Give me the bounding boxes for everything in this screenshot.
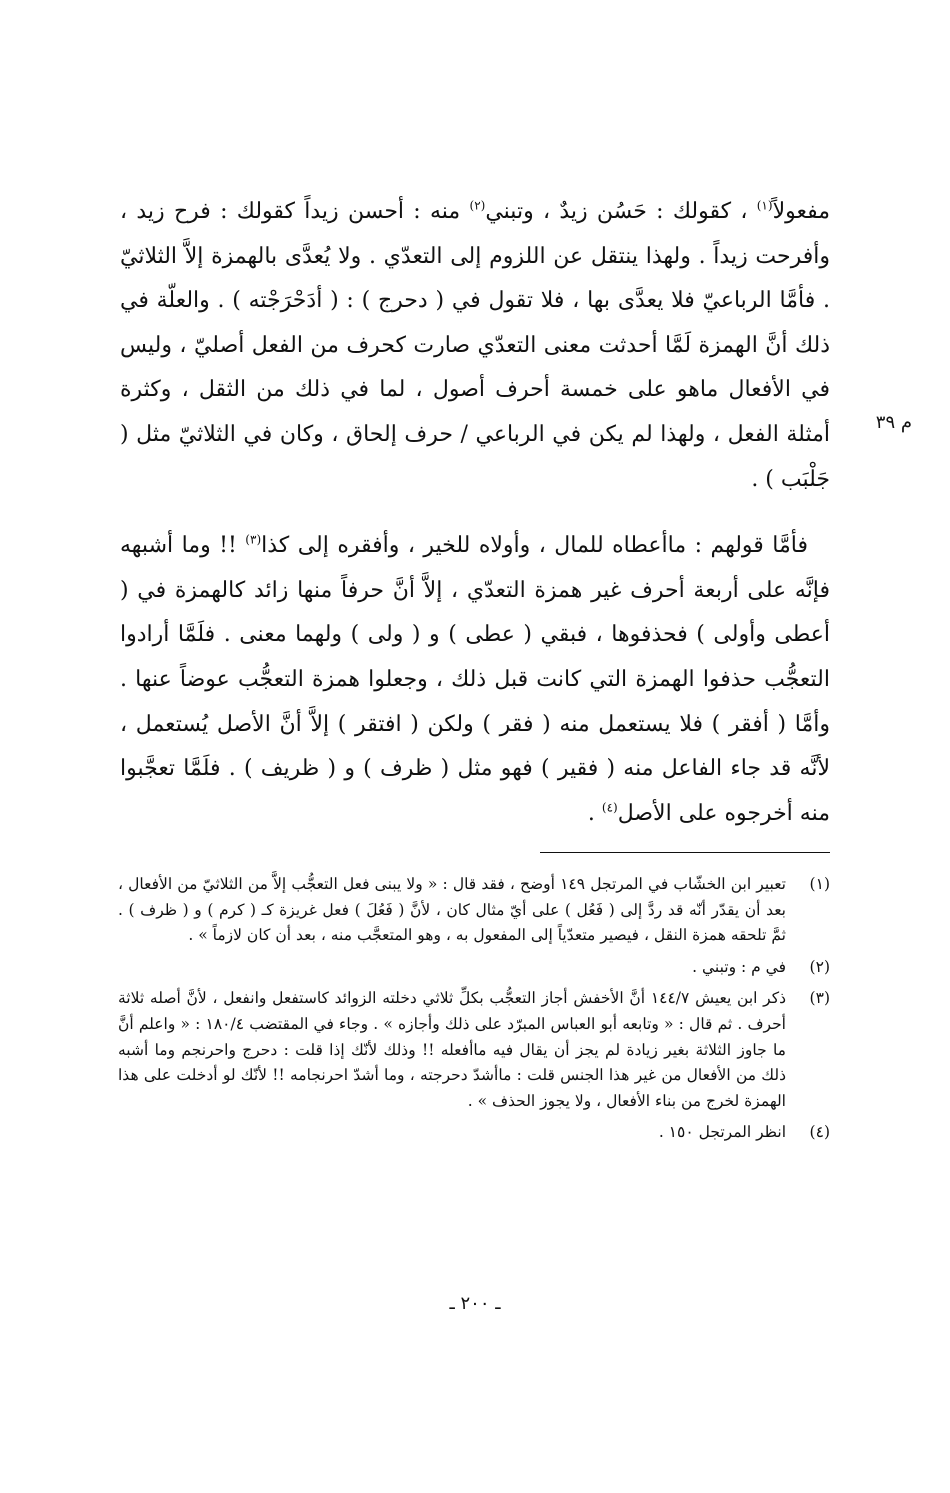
footnote-text: تعبير ابن الخشّاب في المرتجل ١٤٩ أوضح ، فقد قال : « ولا يبنى فعل التعجُّب إلاَّ من الثلاثيّ من الأفعال ، بعد أن يقدّر أنّه قد ردَّ إلى ( فَعُل ) على أيّ مثال كان ، لأنَّ ( فَعُلَ ) فعل غريزة كـ ( كرم ) و ( ظرف ) . ثمَّ تلحقه همزة النقل ، فيصير متعدّياً إلى المفعول به ، وهو المتعجَّب منه ، بعد أن كان لازماً » . xyxy=(118,875,786,945)
paragraph-1 xyxy=(120,190,830,502)
footnote-ref-3[interactable]: (٣) xyxy=(245,532,262,547)
footnote-item xyxy=(118,1120,830,1146)
footnote-number: (٢) xyxy=(809,957,830,976)
paragraph-2 xyxy=(120,524,830,836)
footnote-text: انظر المرتجل ١٥٠ . xyxy=(658,1123,786,1142)
footnote-number: (١) xyxy=(809,875,830,893)
paragraph-2-text-c: . xyxy=(587,800,602,826)
footnote-ref-4[interactable]: (٤) xyxy=(601,800,618,815)
paragraph-2-text-a: فأمَّا قولهم : ماأعطاه للمال ، وأولاه للخير ، وأفقره إلى كذا xyxy=(261,533,808,559)
footnote-item xyxy=(118,986,830,1114)
page-number: ـ ٢٠٠ ـ xyxy=(449,1293,501,1314)
paragraph-1-text-a: مفعولاً xyxy=(772,199,831,224)
footnote-ref-1[interactable]: (١) xyxy=(756,198,773,213)
footnote-number: (٤) xyxy=(809,1123,830,1142)
paragraph-gap xyxy=(120,502,830,524)
margin-reference: م ٣٩ xyxy=(875,412,912,433)
paragraph-1-text-b: ، كقولك : حَسُن زيدٌ ، وتبني xyxy=(485,199,757,224)
footnote-item xyxy=(118,955,830,981)
footnotes xyxy=(118,872,830,1152)
paragraph-2-text-b: !! وما أشبهه فإنَّه على أربعة أحرف غير همزة التعدّي ، إلاَّ أنَّ حرفاً منها زائد كالهمزة في ( أعطى وأولى ) فحذفوها ، فبقي ( عطى ) و ( ولى ) ولهما معنى . فلَمَّا أرادوا التعجُّب حذفوا الهمزة التي كانت قبل ذلك ، وجعلوا همزة التعجُّب عوضاً عنها . وأمَّا ( أفقر ) فلا يستعمل منه ( فقر ) ولكن ( افتقر ) إلاَّ أنَّ الأصل يُستعمل ، لأنَّه قد جاء الفاعل منه ( فقير ) فهو مثل ( ظرف ) و ( ظريف ) . فلَمَّا تعجَّبوا منه أخرجوه على الأصل xyxy=(120,533,830,826)
paragraph-1-text-c: منه : أحسن زيداً كقولك : فرح زيد ، وأفرحت زيداً . ولهذا ينتقل عن اللزوم إلى التعدّي . ولا يُعدَّى بالهمزة إلاَّ الثلاثيّ . فأمَّا الرباعيّ فلا يعدَّى بها ، فلا تقول في ( دحرج ) : ( أدَحْرَجْته ) . والعلّة في ذلك أنَّ الهمزة لَمَّا أحدثت معنى التعدّي صارت كحرف من الفعل أصليّ ، وليس في الأفعال ماهو على خمسة أحرف أصول ، لما في ذلك من الثقل ، وكثرة أمثلة الفعل ، ولهذا لم يكن في الرباعي / حرف إلحاق ، وكان في الثلاثيّ مثل ( جَلْبَب ) . xyxy=(120,199,830,492)
footnote-ref-2[interactable]: (٢) xyxy=(469,198,486,213)
main-text xyxy=(120,190,830,836)
footnote-divider xyxy=(540,852,830,853)
footnote-text: في م : وتبني . xyxy=(692,957,786,976)
footnote-number: (٣) xyxy=(809,989,830,1008)
footnote-item xyxy=(118,872,830,949)
footnote-text: ذكر ابن يعيش ١٤٤/٧ أنَّ الأخفش أجاز التعجُّب بكلِّ ثلاثي دخلته الزوائد كاستفعل وانفعل ، لأنَّ أصله ثلاثة أحرف . ثم قال : « وتابعه أبو العباس المبرّد على ذلك وأجازه » . وجاء في المقتضب ١٨٠/٤ : « واعلم أنَّ ما جاوز الثلاثة بغير زيادة لم يجز أن يقال فيه ماأفعله !! وذلك لأنّك إذا قلت : دحرج واحرنجم وما أشبه ذلك من الأفعال من غير هذا الجنس قلت : ماأشدّ دحرجته ، وما أشدّ احرنجامه !! لأنّك لو أدخلت على هذا الهمزة لخرج من بناء الأفعال ، ولا يجوز الحذف » . xyxy=(118,989,786,1110)
